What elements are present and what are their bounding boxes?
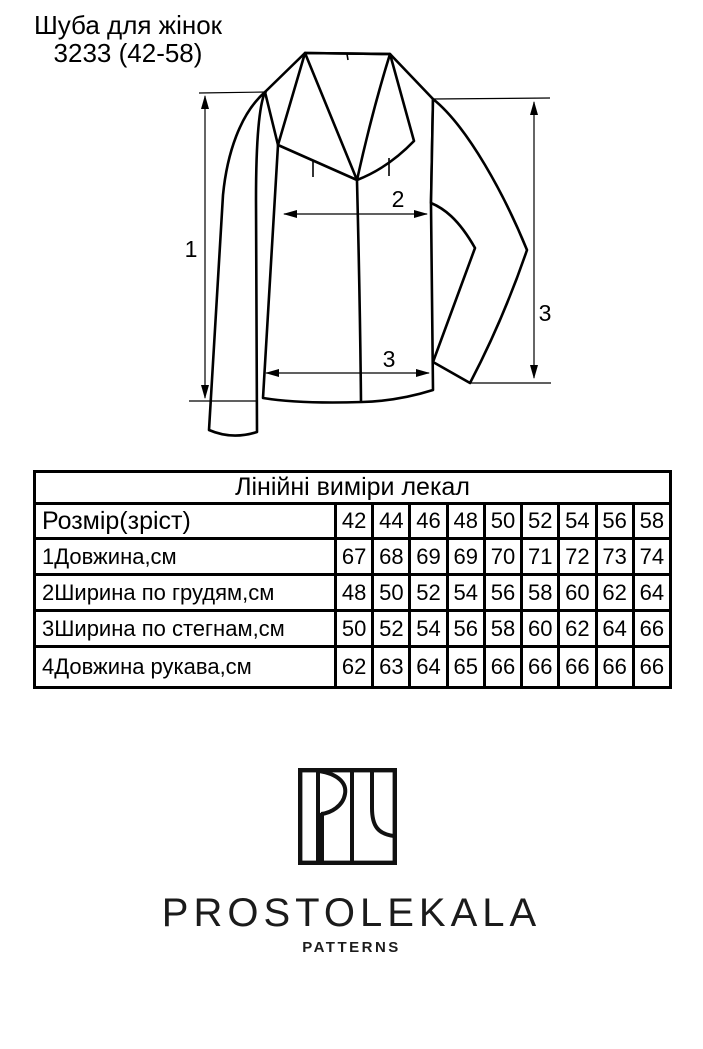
value-cell: 68 — [373, 539, 410, 575]
value-cell: 66 — [484, 647, 521, 688]
size-row-label: Розмір(зріст) — [35, 504, 336, 539]
size-cell: 56 — [596, 504, 633, 539]
value-cell: 60 — [522, 611, 559, 647]
value-cell: 66 — [596, 647, 633, 688]
jacket-left-sleeve — [209, 92, 265, 436]
value-cell: 66 — [559, 647, 596, 688]
size-cell: 54 — [559, 504, 596, 539]
value-cell: 71 — [522, 539, 559, 575]
value-cell: 69 — [410, 539, 447, 575]
value-cell: 72 — [559, 539, 596, 575]
value-cell: 58 — [522, 575, 559, 611]
dim-label-1: 1 — [184, 236, 198, 262]
value-cell: 62 — [596, 575, 633, 611]
jacket-right-sleeve — [431, 99, 527, 383]
table-row — [35, 504, 671, 539]
value-cell: 50 — [336, 611, 373, 647]
value-cell: 62 — [559, 611, 596, 647]
table-row — [35, 611, 671, 647]
value-cell: 67 — [336, 539, 373, 575]
size-cell: 44 — [373, 504, 410, 539]
value-cell: 50 — [373, 575, 410, 611]
value-cell: 60 — [559, 575, 596, 611]
value-cell: 52 — [410, 575, 447, 611]
size-cell: 50 — [484, 504, 521, 539]
row-label: 4Довжина рукава,см — [35, 647, 336, 688]
brand-name: PROSTOLEKALA — [161, 891, 542, 935]
value-cell: 62 — [336, 647, 373, 688]
value-cell: 54 — [410, 611, 447, 647]
table-row — [35, 647, 671, 688]
value-cell: 52 — [373, 611, 410, 647]
table-row — [35, 539, 671, 575]
value-cell: 69 — [447, 539, 484, 575]
value-cell: 66 — [633, 611, 670, 647]
size-cell: 58 — [633, 504, 670, 539]
size-cell: 48 — [447, 504, 484, 539]
value-cell: 48 — [336, 575, 373, 611]
size-cell: 46 — [410, 504, 447, 539]
dim-label-3-side: 3 — [538, 300, 552, 326]
value-cell: 74 — [633, 539, 670, 575]
value-cell: 65 — [447, 647, 484, 688]
value-cell: 66 — [522, 647, 559, 688]
value-cell: 56 — [484, 575, 521, 611]
value-cell: 64 — [633, 575, 670, 611]
row-label: 1Довжина,см — [35, 539, 336, 575]
dim-label-2: 2 — [391, 186, 405, 212]
value-cell: 58 — [484, 611, 521, 647]
table-header: Лінійні виміри лекал — [35, 472, 671, 504]
value-cell: 66 — [633, 647, 670, 688]
dim-label-3-hip: 3 — [382, 346, 396, 372]
brand-subtitle: PATTERNS — [302, 939, 401, 956]
size-cell: 52 — [522, 504, 559, 539]
table-row — [35, 575, 671, 611]
jacket-diagram — [0, 0, 703, 470]
measurements-table — [33, 470, 672, 689]
value-cell: 56 — [447, 611, 484, 647]
size-cell: 42 — [336, 504, 373, 539]
title-line-1: Шуба для жінок — [33, 10, 223, 40]
value-cell: 70 — [484, 539, 521, 575]
row-label: 2Ширина по грудям,см — [35, 575, 336, 611]
value-cell: 64 — [410, 647, 447, 688]
title-line-2: 3233 (42-58) — [53, 38, 203, 68]
row-label: 3Ширина по стегнам,см — [35, 611, 336, 647]
prostolekala-logo-icon — [298, 768, 397, 865]
value-cell: 63 — [373, 647, 410, 688]
value-cell: 73 — [596, 539, 633, 575]
value-cell: 64 — [596, 611, 633, 647]
value-cell: 54 — [447, 575, 484, 611]
